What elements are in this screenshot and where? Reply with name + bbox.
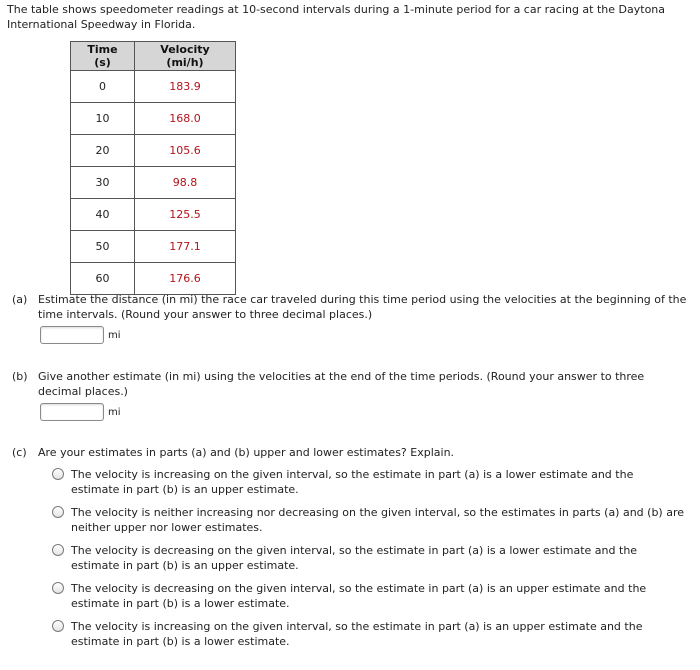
velocity-cell: 125.5	[135, 199, 236, 231]
table-row	[71, 103, 236, 135]
time-cell: 60	[71, 263, 135, 295]
part-a-label: (a)	[12, 293, 28, 306]
radio-option-label: The velocity is decreasing on the given interval, so the estimate in part (a) is a lower estimate and the estimate in part (b) is an upper estimate.	[71, 544, 638, 572]
velocity-cell: 105.6	[135, 135, 236, 167]
table-row	[71, 167, 236, 199]
part-c-text: Are your estimates in parts (a) and (b) upper and lower estimates? Explain.	[38, 446, 455, 459]
radio-option-label: The velocity is increasing on the given interval, so the estimate in part (a) is a lower estimate and the estimate in part (b) is an upper estimate.	[71, 468, 634, 496]
radio-button[interactable]	[52, 620, 64, 632]
table-row	[71, 135, 236, 167]
radio-button[interactable]	[52, 468, 64, 480]
table-row	[71, 263, 236, 295]
table-row	[71, 199, 236, 231]
time-column-header: Time (s)	[71, 42, 135, 71]
part-a-question	[12, 292, 687, 322]
radio-option-label: The velocity is increasing on the given interval, so the estimate in part (a) is an upper estimate and the estimate in part (b) is a lower estimate.	[71, 620, 643, 648]
time-cell: 10	[71, 103, 135, 135]
radio-option-2[interactable]	[52, 505, 684, 535]
radio-option-3[interactable]	[52, 543, 684, 573]
part-b-text: Give another estimate (in mi) using the velocities at the end of the time periods. (Round your answer to three decimal places.)	[38, 370, 645, 398]
time-cell: 40	[71, 199, 135, 231]
radio-option-5[interactable]	[52, 619, 684, 649]
velocity-cell: 183.9	[135, 71, 236, 103]
time-cell: 50	[71, 231, 135, 263]
part-b-answer	[40, 402, 121, 422]
velocity-column-header: Velocity (mi/h)	[135, 42, 236, 71]
part-a-unit: mi	[108, 329, 121, 341]
part-b-input[interactable]	[40, 403, 104, 421]
part-c-question	[12, 445, 687, 460]
radio-option-4[interactable]	[52, 581, 684, 611]
table-row	[71, 231, 236, 263]
part-a-input[interactable]	[40, 326, 104, 344]
speed-table	[70, 41, 236, 295]
part-b-label: (b)	[12, 370, 28, 383]
radio-button[interactable]	[52, 582, 64, 594]
radio-option-1[interactable]	[52, 467, 684, 497]
time-cell: 20	[71, 135, 135, 167]
part-c-label: (c)	[12, 446, 27, 459]
velocity-cell: 177.1	[135, 231, 236, 263]
velocity-cell: 176.6	[135, 263, 236, 295]
time-cell: 30	[71, 167, 135, 199]
table-header-row	[71, 42, 236, 71]
radio-button[interactable]	[52, 544, 64, 556]
radio-option-label: The velocity is decreasing on the given interval, so the estimate in part (a) is an upper estimate and the estimate in part (b) is a lower estimate.	[71, 582, 647, 610]
radio-option-label: The velocity is neither increasing nor decreasing on the given interval, so the estimates in parts (a) and (b) are neither upper nor lower estimates.	[71, 506, 685, 534]
problem-intro: The table shows speedometer readings at 10-second intervals during a 1-minute period for a car racing at the Daytona International Speedway in Florida.	[7, 3, 666, 31]
part-a-answer	[40, 325, 121, 345]
table-row	[71, 71, 236, 103]
velocity-cell: 168.0	[135, 103, 236, 135]
radio-button[interactable]	[52, 506, 64, 518]
time-cell: 0	[71, 71, 135, 103]
part-a-text: Estimate the distance (in mi) the race car traveled during this time period using the velocities at the beginning of the time intervals. (Round your answer to three decimal places.)	[38, 293, 687, 321]
velocity-cell: 98.8	[135, 167, 236, 199]
part-b-unit: mi	[108, 406, 121, 418]
part-b-question	[12, 369, 687, 399]
